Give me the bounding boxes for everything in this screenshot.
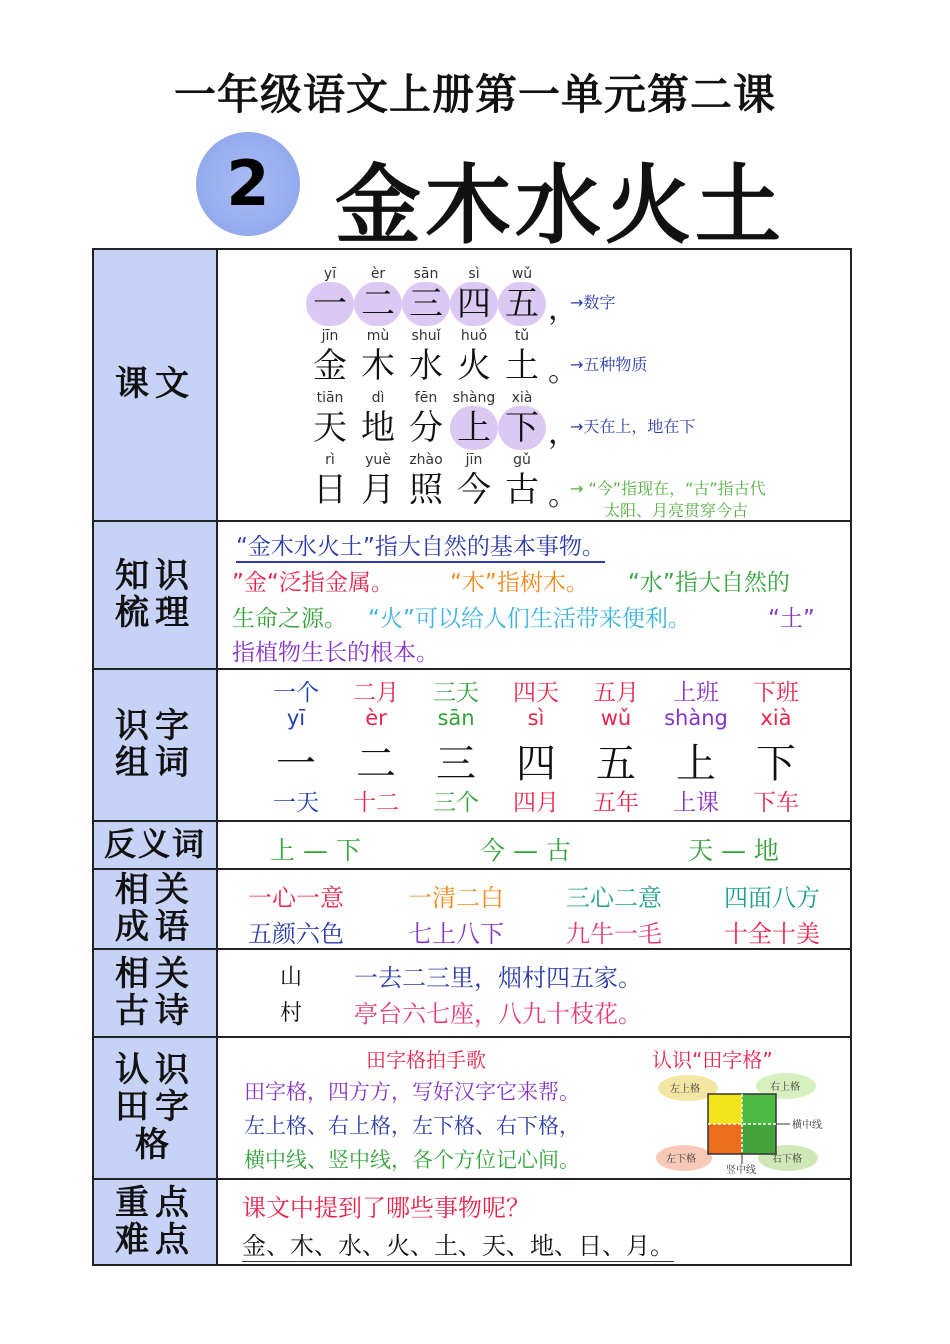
gushi-content [218, 950, 850, 1036]
hanzi: 火 [457, 346, 491, 386]
hanzi: 照 [409, 470, 443, 510]
poem-title-char: 山 [280, 965, 303, 990]
row-label [94, 670, 218, 820]
lesson-title: 金木水火土 [335, 156, 785, 256]
song-line: 田字格，四方方，写好汉字它来帮。 [244, 1080, 580, 1104]
word-top: 上班 [673, 680, 719, 706]
hanzi: 五 [596, 741, 636, 787]
annotation: →数字 [570, 293, 616, 312]
row-gushi [94, 950, 850, 1038]
pinyin: sì [468, 266, 480, 282]
pinyin: tiān [316, 390, 344, 406]
tianzige-diagram [656, 1072, 836, 1174]
zhishi-metal: ”金“泛指金属。 [232, 570, 394, 596]
song-line: 横中线、竖中线，各个方位记心间。 [244, 1148, 580, 1172]
pinyin: èr [370, 266, 386, 282]
idiom: 一清二白 [408, 884, 504, 912]
zhishi-earth: “土” [768, 606, 815, 632]
pinyin: sì [527, 706, 545, 730]
lesson-table [92, 248, 852, 1266]
row-label [94, 870, 218, 948]
pinyin: dì [371, 390, 385, 406]
hanzi: 地 [361, 408, 395, 448]
idiom: 九牛一毛 [566, 920, 662, 948]
word-top: 下班 [753, 680, 799, 706]
grid-label-h: 横中线 [792, 1120, 822, 1131]
row-label [94, 1180, 218, 1264]
grid-label-bl: 左下格 [666, 1154, 696, 1165]
word-top: 五月 [593, 680, 639, 706]
zhishi-earth-2: 指植物生长的根本。 [232, 640, 439, 666]
row-tianzige [94, 1038, 850, 1180]
pinyin: mù [366, 328, 390, 344]
idiom: 七上八下 [408, 920, 504, 948]
word-bottom: 四月 [513, 790, 559, 816]
pinyin: shuǐ [411, 328, 441, 344]
poem-line-1: 一去二三里，烟村四五家。 [354, 964, 642, 992]
song-title: 田字格拍手歌 [366, 1048, 486, 1072]
pinyin: rì [325, 452, 335, 468]
grid-label-tr: 右上格 [770, 1082, 800, 1093]
hanzi: 上 [450, 406, 498, 450]
row-label: 反义词 [94, 822, 218, 868]
word-top: 四天 [513, 680, 559, 706]
hanzi: 日 [313, 470, 347, 510]
hanzi: 四 [450, 282, 498, 326]
idiom: 一心一意 [248, 884, 344, 912]
grid-label-br: 右下格 [772, 1154, 802, 1165]
hanzi: 金 [313, 346, 347, 386]
word-bottom: 下车 [753, 790, 799, 816]
row-chengyu [94, 870, 850, 950]
zhishi-wood: “木”指树木。 [450, 570, 589, 596]
song-line: 左上格、右上格，左下格、右下格， [244, 1114, 580, 1138]
annotation: 太阳、月亮贯穿今古 [604, 501, 749, 520]
row-label-text: 重点难点 [115, 1182, 195, 1260]
row-fanyi [94, 822, 850, 870]
pinyin: fēn [414, 390, 438, 406]
idiom: 五颜六色 [248, 920, 344, 948]
hanzi: 下 [498, 406, 546, 450]
pinyin: xià [760, 706, 792, 730]
diagram-title: 认识“田字格” [652, 1048, 773, 1072]
poem-line-2: 亭台六七座，八九十枝花。 [354, 1000, 642, 1028]
punctuation: ， [548, 416, 578, 451]
fanyi-content [218, 822, 850, 868]
hanzi: 月 [361, 470, 395, 510]
annotation: →五种物质 [570, 355, 648, 374]
hanzi: 三 [436, 741, 476, 787]
pinyin: èr [365, 706, 387, 730]
pinyin: yuè [365, 452, 391, 468]
pinyin: sān [437, 706, 475, 730]
zhishi-line1: “金木水火土”指大自然的基本事物。 [236, 528, 605, 563]
hanzi: 水 [409, 346, 443, 386]
pinyin: jīn [465, 452, 483, 468]
shizi-content [218, 670, 850, 820]
pinyin: zhào [409, 452, 443, 468]
idiom: 四面八方 [724, 884, 820, 912]
hanzi: 上 [676, 741, 716, 787]
word-top: 二月 [353, 680, 399, 706]
pinyin: shàng [452, 390, 496, 406]
pinyin: yī [323, 266, 337, 282]
punctuation: 。 [548, 478, 578, 513]
annotation: → “今”指现在，“古”指古代 [570, 479, 766, 498]
pinyin: tǔ [514, 328, 530, 344]
hanzi: 土 [505, 346, 539, 386]
zhishi-content [218, 522, 850, 668]
zhishi-water-2: 生命之源。 [232, 606, 347, 632]
hanzi: 一 [306, 282, 354, 326]
pinyin: xià [511, 390, 533, 406]
row-label [94, 1038, 218, 1178]
row-label-text: 相关古诗 [115, 953, 195, 1031]
antonym-pair: 天 — 地 [688, 836, 779, 865]
row-label [94, 950, 218, 1036]
page-title: 一年级语文上册第一单元第二课 [173, 70, 776, 119]
hanzi: 天 [313, 408, 347, 448]
idiom: 三心二意 [566, 884, 662, 912]
hanzi: 三 [402, 282, 450, 326]
hanzi: 五 [498, 282, 546, 326]
pinyin: yī [286, 706, 306, 730]
word-bottom: 五年 [593, 790, 639, 816]
punctuation: 。 [548, 354, 578, 389]
row-label-text: 相关成语 [115, 869, 195, 947]
antonym-pair: 上 — 下 [270, 836, 361, 865]
word-bottom: 十二 [353, 790, 399, 816]
word-top: 三天 [433, 680, 479, 706]
antonym-pair: 今 — 古 [480, 836, 571, 865]
punctuation: ， [548, 292, 578, 327]
kewen-content [218, 250, 850, 520]
pinyin: wǔ [600, 706, 632, 730]
grid-label-tl: 左上格 [670, 1084, 700, 1095]
hanzi: 一 [276, 741, 316, 787]
zhishi-water: “水”指大自然的 [628, 570, 790, 596]
hanzi: 四 [516, 741, 556, 787]
hanzi: 今 [457, 470, 491, 510]
row-zhongdian [94, 1180, 850, 1264]
zhongdian-content [218, 1180, 850, 1264]
pinyin: sān [413, 266, 439, 282]
row-label: 课文 [94, 250, 218, 520]
question: 课文中提到了哪些事物呢？ [242, 1194, 530, 1222]
word-bottom: 一天 [273, 790, 319, 816]
row-label-text: 识字组词 [115, 705, 195, 783]
row-zhishi [94, 522, 850, 670]
hanzi: 二 [354, 282, 402, 326]
answer: 金、木、水、火、土、天、地、日、月。 [242, 1226, 674, 1262]
pinyin: huǒ [460, 328, 488, 344]
word-top: 一个 [273, 680, 319, 706]
pinyin: gǔ [513, 452, 531, 468]
pinyin: jīn [321, 328, 339, 344]
tianzige-content [218, 1038, 850, 1178]
hanzi: 分 [409, 408, 443, 448]
row-label-text: 知识梳理 [115, 555, 195, 633]
hanzi: 二 [356, 741, 396, 787]
grid-label-v: 竖中线 [726, 1165, 756, 1174]
word-bottom: 上课 [673, 790, 719, 816]
zhishi-fire: “火”可以给人们生活带来便利。 [368, 606, 691, 632]
chengyu-content [218, 870, 850, 948]
poem-title-char: 村 [280, 1001, 303, 1026]
word-bottom: 三个 [433, 790, 479, 816]
idiom: 十全十美 [724, 920, 820, 948]
hanzi: 木 [361, 346, 395, 386]
row-label-text: 认识田字格 [115, 1049, 195, 1165]
row-kewen [94, 250, 850, 522]
hanzi: 古 [505, 470, 539, 510]
pinyin: wǔ [511, 266, 533, 282]
pinyin: shàng [664, 706, 728, 730]
row-label [94, 522, 218, 668]
annotation: →天在上，地在下 [570, 417, 696, 436]
lesson-number-badge: 2 [196, 132, 300, 236]
row-shizi [94, 670, 850, 822]
hanzi: 下 [756, 741, 796, 787]
